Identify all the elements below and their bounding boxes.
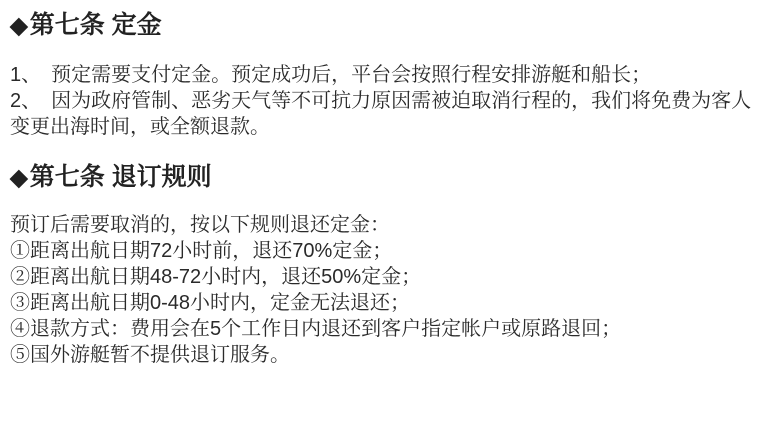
refund-section-heading-text: 第七条 退订规则 [29, 163, 212, 191]
refund-rules-intro: 预订后需要取消的，按以下规则退还定金： [10, 214, 390, 236]
deposit-term-item-2-text: 因为政府管制、恶劣天气等不可抗力原因需被迫取消行程的，我们将免费为客人变更出海时间，或全额退款。 [10, 90, 752, 138]
deposit-term-item-2 [10, 88, 756, 140]
refund-rule-1: ①距离出航日期72小时前，退还70%定金； [10, 240, 393, 262]
deposit-term-item-1 [10, 62, 756, 88]
diamond-bullet-icon: ◆ [10, 12, 28, 38]
refund-rule-3: ③距离出航日期0-48小时内，定金无法退还； [10, 292, 411, 314]
refund-rules-list [10, 212, 756, 368]
deposit-terms-list [10, 62, 756, 140]
deposit-section-heading-text: 第七条 定金 [29, 11, 162, 39]
list-item-number: 2、 [10, 90, 42, 112]
refund-section-heading [10, 162, 756, 192]
list-item-number: 1、 [10, 64, 42, 86]
refund-rule-4: ④退款方式：费用会在5个工作日内退还到客户指定帐户或原路退回； [10, 318, 622, 340]
refund-rule-2: ②距离出航日期48-72小时内，退还50%定金； [10, 266, 422, 288]
diamond-bullet-icon: ◆ [10, 164, 28, 190]
refund-rule-5: ⑤国外游艇暂不提供退订服务。 [10, 344, 290, 366]
deposit-term-item-1-text: 预定需要支付定金。预定成功后，平台会按照行程安排游艇和船长； [51, 64, 652, 86]
deposit-section-heading [10, 10, 756, 40]
